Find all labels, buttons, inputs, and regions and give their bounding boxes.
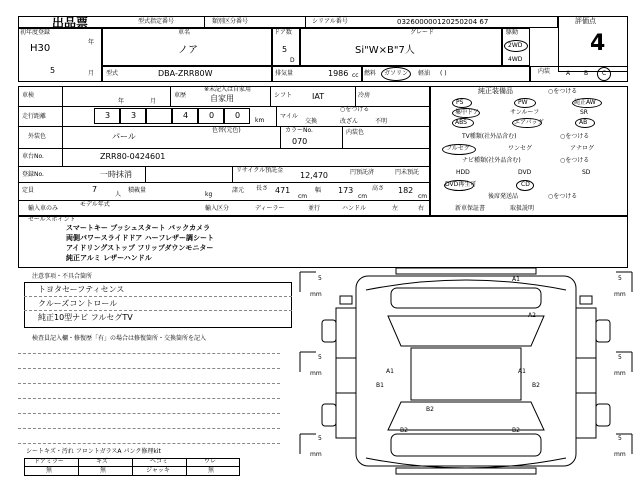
mark-b2-right: B2 <box>532 382 540 389</box>
equip-sr: SR <box>580 109 588 116</box>
manual: 取扱説明 <box>510 205 535 212</box>
equip-ps: PS <box>456 99 464 106</box>
fuel-paren: ( ) <box>440 70 447 77</box>
tv-note: ○をつける <box>560 133 590 140</box>
sales-line-3: アイドリングストップ フリップダウンモニター <box>66 244 214 252</box>
height-unit: cm <box>418 193 428 200</box>
inspection-year: 年 <box>118 98 125 105</box>
handle-left: 左 <box>392 205 399 212</box>
tv-label: TV種類(社外品含む) <box>462 133 517 140</box>
capacity-value: 7 <box>92 185 98 194</box>
interior-c: C <box>602 70 607 77</box>
depth-right-mid-value: 5 <box>618 354 622 361</box>
inspector-note: 検査員記入欄・修復歴「有」の場合は修復箇所・交換箇所を記入 <box>32 335 207 342</box>
label-interior: 内装 <box>538 68 551 75</box>
recycle-paid: 円預託済 <box>350 169 375 176</box>
label-shift: シフト <box>274 92 293 99</box>
footer-h2: キズ <box>96 458 108 465</box>
label-meter: マイル <box>280 113 298 120</box>
document-title: 出品票 <box>52 16 89 30</box>
label-katashiki: 型式 <box>106 70 119 77</box>
equip-pw: PW <box>518 99 528 106</box>
navi-cd: CD <box>521 181 530 188</box>
label-usage: 車歴 <box>174 92 187 99</box>
car-name: ノア <box>178 45 198 56</box>
note-line-3: 純正10型ナビ フルセグTV <box>38 313 133 322</box>
equipment-note: ○をつける <box>548 88 578 95</box>
recycle-value: 12,470 <box>300 171 328 180</box>
label-capacity: 定員 <box>22 187 35 194</box>
label-inspection: 車検 <box>22 92 35 99</box>
drive-4wd: 4WD <box>508 56 523 63</box>
recycle-unpaid: 円未預託 <box>395 169 420 176</box>
height-value: 182 <box>398 186 414 195</box>
depth-bot-unit: mm <box>310 451 322 458</box>
equipment-title: 純正装備品 <box>478 87 513 95</box>
footer-h1: ドアミラー <box>34 458 64 465</box>
interior-b: B <box>584 70 589 77</box>
depth-right-top-unit: mm <box>614 291 626 298</box>
mark-a1-right: A1 <box>518 368 526 375</box>
rear-label: 後席発送品 <box>488 193 519 200</box>
meter-opt1: 交換 <box>305 118 318 125</box>
label-color-no: カラーNo. <box>285 127 313 134</box>
doors-value: 5 <box>282 45 288 54</box>
fuel-other: 軽油 <box>418 70 431 77</box>
label-doors: ドア数 <box>274 29 292 36</box>
label-exterior: 外装色 <box>28 133 47 140</box>
mark-a1-left: A1 <box>386 368 394 375</box>
depth-top-value: 5 <box>318 275 322 282</box>
import-parallel: 並行 <box>308 205 321 212</box>
label-displacement: 排気量 <box>275 70 294 77</box>
footer-v2: 無 <box>100 467 107 474</box>
usage-value: 自家用 <box>210 94 234 103</box>
length-unit: cm <box>298 193 308 200</box>
label-recycle: リサイクル預託金 <box>236 167 284 174</box>
registration-value: 一時抹消 <box>100 170 132 179</box>
mark-a2: A2 <box>528 312 536 319</box>
interior-a: A <box>566 70 571 77</box>
footer-v1: 無 <box>46 467 53 474</box>
door-suffix: D <box>290 57 295 64</box>
rear-note: ○をつける <box>548 193 578 200</box>
meter-opt3: 不明 <box>375 118 388 125</box>
navi-dvd: DVD <box>518 169 532 176</box>
tv-analog: アナログ <box>570 145 595 152</box>
label-model-designation: 型式指定番号 <box>138 18 175 25</box>
meter-opt2: 改ざん <box>340 118 359 125</box>
depth-bot-value: 5 <box>318 435 322 442</box>
sales-points-title: セールスポイント <box>28 216 76 223</box>
label-import-type: 輸入区分 <box>205 205 230 212</box>
label-mileage: 走行距離 <box>22 113 47 120</box>
equip-airbag: エアバッグ <box>514 119 544 126</box>
navi-label: ナビ種類(社外品含む) <box>462 157 521 164</box>
navi-sd: SD <box>582 169 591 176</box>
sales-line-1: スマートキー プッシュスタート バックカメラ <box>66 224 211 232</box>
label-usage-note: ※未記入は自家用 <box>204 86 252 93</box>
katashiki-value: DBA-ZRR80W <box>158 69 213 78</box>
label-ac: 冷房 <box>358 92 371 99</box>
equip-ab: AB <box>579 119 588 126</box>
width-unit: cm <box>358 193 368 200</box>
label-dimensions: 諸元 <box>232 187 245 194</box>
capacity-unit: 人 <box>115 191 122 198</box>
width-value: 173 <box>338 186 354 195</box>
navi-note: ○をつける <box>560 157 590 164</box>
first-reg-month: 5 <box>50 66 56 75</box>
label-interior-color: 内装色 <box>346 129 365 136</box>
label-color-change: 色替(元色) <box>212 127 241 134</box>
label-width: 幅 <box>315 187 322 194</box>
mileage-d5: 0 <box>235 111 241 120</box>
displacement-unit: cc <box>352 72 359 79</box>
depth-right-bot-unit: mm <box>614 451 626 458</box>
notes-title: 注意事項・不具合箇所 <box>32 273 93 280</box>
tv-full: フルセグ <box>446 145 470 152</box>
first-reg-year: H30 <box>30 43 51 54</box>
footer-h4: ワレ <box>204 458 217 465</box>
mileage-d3: 4 <box>183 111 189 120</box>
mileage-d2: 3 <box>131 111 137 120</box>
label-length: 長さ <box>256 185 269 192</box>
label-registration: 登録No. <box>22 171 44 178</box>
load-unit: kg <box>205 191 213 198</box>
vehicle-damage-diagram <box>296 268 636 478</box>
mark-b1-left: B1 <box>376 382 384 389</box>
label-import: 輸入車のみ <box>28 205 59 212</box>
mark-b2-bottom-right: B2 <box>512 427 520 434</box>
month-suffix: 月 <box>88 70 95 77</box>
depth-top-unit: mm <box>310 291 322 298</box>
equip-aw: 純正AW <box>574 99 596 106</box>
navi-hdd: HDD <box>456 169 470 176</box>
meter-note: ○をつける <box>340 106 370 113</box>
color-no-value: 070 <box>292 137 308 146</box>
mileage-digit-3 <box>146 108 172 124</box>
depth-mid-value: 5 <box>318 354 322 361</box>
label-drive: 駆動 <box>506 29 519 36</box>
length-value: 471 <box>275 186 291 195</box>
label-model-year: モデル年式 <box>80 201 110 208</box>
mileage-d1: 3 <box>105 111 111 120</box>
exterior-value: パール <box>112 132 136 141</box>
footer-v3: ジャッキ <box>146 467 170 474</box>
displacement-value: 1986 <box>328 69 349 78</box>
label-category: 類別区分番号 <box>212 18 249 25</box>
drive-2wd: 2WD <box>508 42 523 49</box>
note-line-1: トヨタセーフティセンス <box>38 285 125 294</box>
depth-right-mid-unit: mm <box>614 370 626 377</box>
label-chassis: 車台No. <box>22 153 44 160</box>
footer-h3: ヘコミ <box>150 458 169 465</box>
inspection-month: 月 <box>150 98 157 105</box>
grade-value: Si"W×B"7人 <box>355 45 415 56</box>
label-fuel: 燃料 <box>364 70 377 77</box>
label-score: 評価点 <box>575 17 596 25</box>
sales-line-4: 純正アルミ レザーハンドル <box>66 254 152 262</box>
handle-right: 右 <box>418 205 425 212</box>
chassis-value: ZRR80-0424601 <box>100 152 166 161</box>
equip-door: 集中ドア <box>455 109 479 116</box>
depth-mid-unit: mm <box>310 370 322 377</box>
mark-b2-bottom-left: B2 <box>400 427 408 434</box>
mark-b2-bottom-center: B2 <box>426 406 434 413</box>
serial-number: 032600000120250204 67 <box>397 18 489 26</box>
label-grade: グレード <box>410 29 435 36</box>
mark-a1-top: A1 <box>512 276 520 283</box>
footer-label: シートキズ・汚れ フロントガラスA パンク修理kit <box>26 448 161 455</box>
equip-abs: ABS <box>455 119 467 126</box>
year-suffix: 年 <box>88 39 95 46</box>
mileage-d4: 0 <box>209 111 215 120</box>
label-first-reg: 初年度登録 <box>20 29 51 36</box>
depth-right-top-value: 5 <box>618 275 622 282</box>
tv-one: ワンセグ <box>508 145 533 152</box>
label-handle: ハンドル <box>342 205 367 212</box>
mileage-unit: km <box>255 117 265 124</box>
shift-value: IAT <box>312 92 325 101</box>
label-car-name: 車名 <box>178 29 191 36</box>
footer-v4: 無 <box>208 467 215 474</box>
score-value: 4 <box>590 31 606 56</box>
equip-sunroof: サンルーフ <box>510 109 540 116</box>
label-height: 高さ <box>372 185 385 192</box>
sales-line-2: 両側パワースライドドア ハーフレザー調シート <box>66 234 215 242</box>
navi-dvd-play: DVD再生可 <box>445 181 477 188</box>
import-dealer: ディーラー <box>255 205 285 212</box>
label-load: 積載量 <box>128 187 147 194</box>
depth-right-bot-value: 5 <box>618 435 622 442</box>
label-serial: シリアル番号 <box>312 18 348 25</box>
note-line-2: クルーズコントロール <box>38 299 118 308</box>
warranty: 新車保証書 <box>455 205 486 212</box>
fuel-selected: ガソリン <box>384 70 409 77</box>
